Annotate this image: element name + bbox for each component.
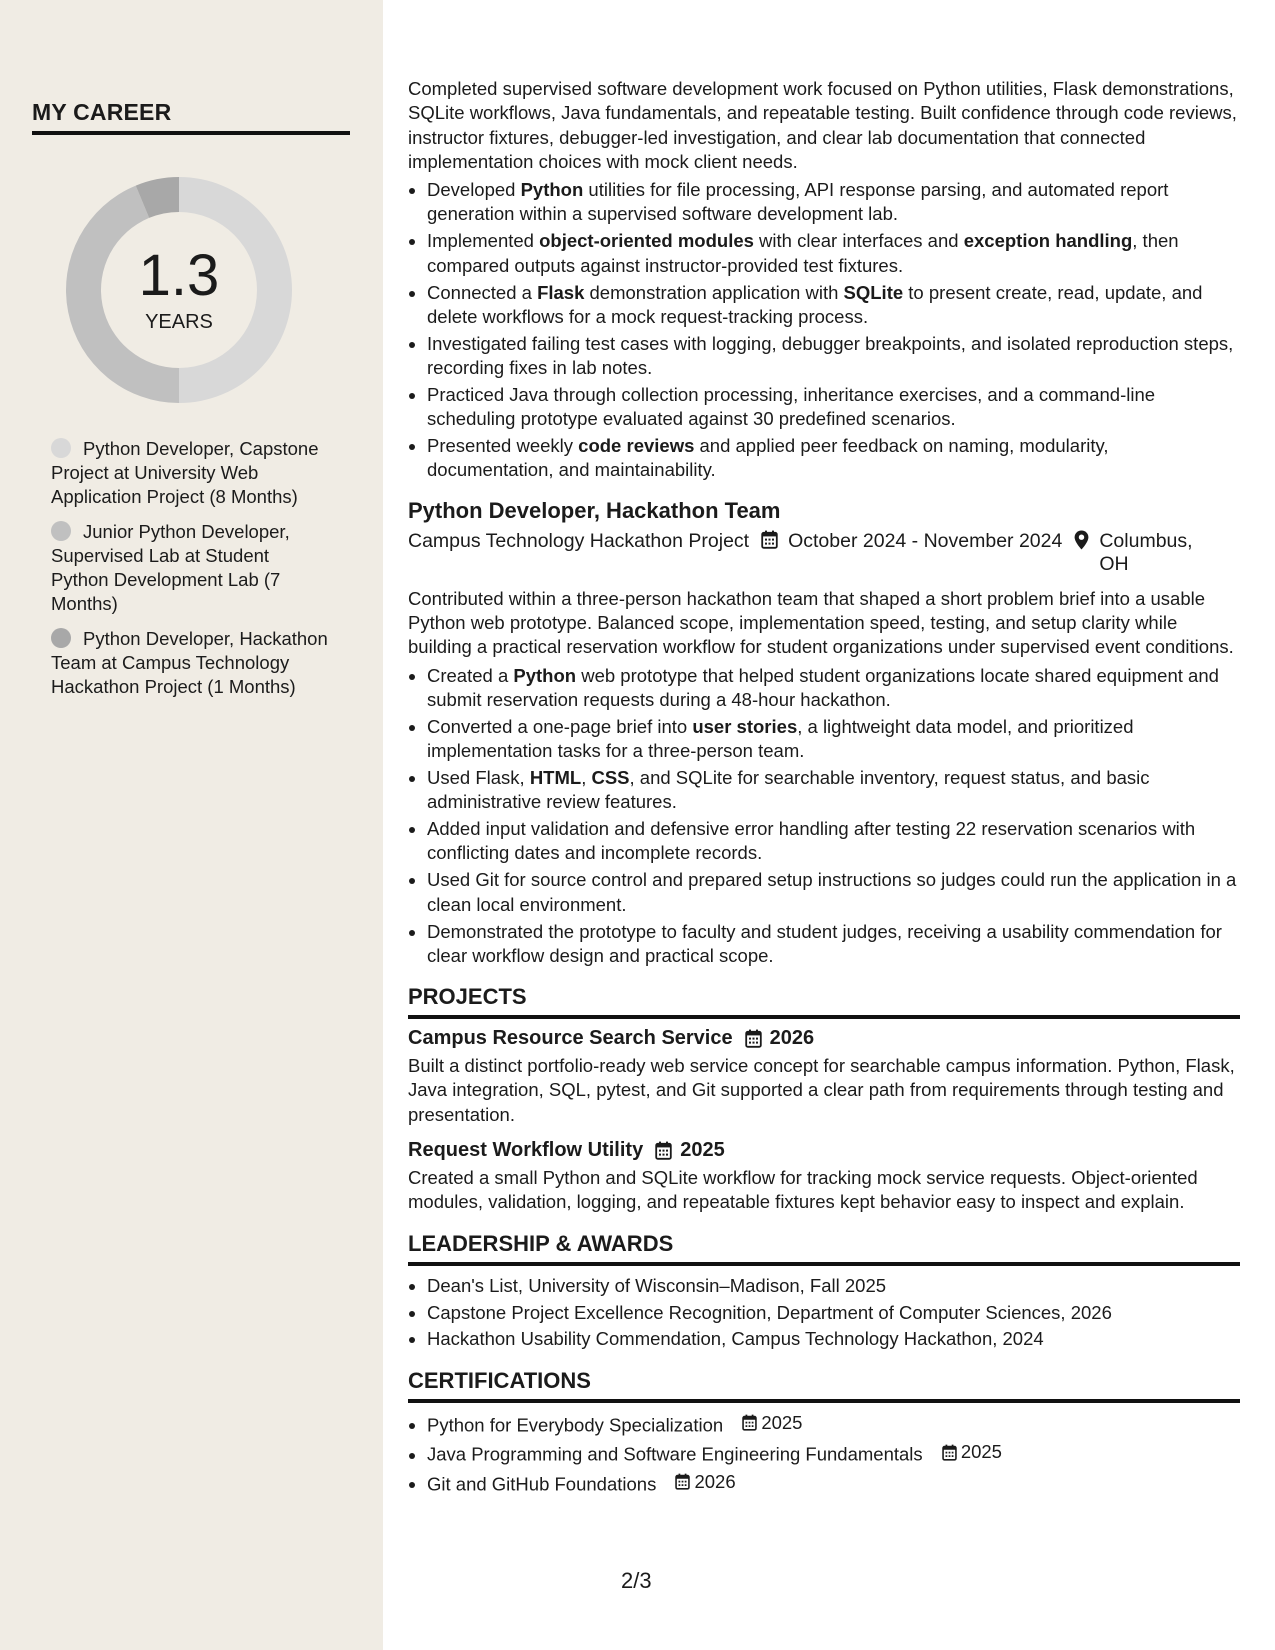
bullet-text: web prototype that helped student organizations locate shared equipment and submit reservation requests during a 48-hour hackathon. bbox=[427, 664, 1219, 710]
bullet-keyword: Python bbox=[513, 664, 577, 686]
bullet-text: Demonstrated the prototype to faculty and student judges, receiving a usability commendation for clear workflow design and practical scope. bbox=[427, 920, 1222, 966]
bullet-text: demonstration application with bbox=[584, 281, 844, 303]
calendar-icon bbox=[675, 1473, 690, 1490]
bullet-text: , then compared outputs against instructor-provided test fixtures. bbox=[427, 230, 1179, 276]
bullet-keyword: object-oriented modules bbox=[539, 230, 754, 252]
career-years-unit: YEARS bbox=[145, 311, 213, 333]
bullet-item bbox=[427, 664, 1240, 713]
project-name: Request Workflow Utility bbox=[408, 1139, 644, 1162]
calendar-icon bbox=[742, 1414, 757, 1431]
certification-item bbox=[427, 1440, 1240, 1467]
bullet-text: with clear interfaces and bbox=[753, 230, 964, 252]
job-meta bbox=[408, 530, 1240, 576]
calendar-icon bbox=[942, 1444, 957, 1461]
certification-year: 2025 bbox=[761, 1411, 803, 1433]
bullet-keyword: exception handling bbox=[963, 230, 1133, 252]
certifications-list bbox=[408, 1411, 1240, 1497]
bullet-item bbox=[427, 229, 1240, 278]
career-item bbox=[51, 627, 331, 699]
bullet-text: , bbox=[581, 766, 592, 788]
certification-year: 2026 bbox=[694, 1470, 736, 1492]
bullet-text: Created a bbox=[427, 664, 514, 686]
bullet-keyword: Flask bbox=[537, 281, 585, 303]
bullet-item bbox=[427, 383, 1240, 432]
bullet-keyword: HTML bbox=[529, 766, 582, 788]
project-name: Campus Resource Search Service bbox=[408, 1027, 733, 1050]
job-title: Python Developer, Hackathon Team bbox=[408, 497, 781, 523]
career-heading: MY CAREER bbox=[32, 99, 350, 135]
section-heading-leadership: LEADERSHIP & AWARDS bbox=[408, 1231, 1240, 1266]
job-summary: Contributed within a three-person hackathon team that shaped a short problem brief into a usable Python web prototype. Balanced scope, implementation speed, testing, and setup clarity while building a practical reservation workflow for student organizations under supervised event conditions. bbox=[408, 587, 1234, 658]
bullet-text: to present create, read, update, and delete workflows for a mock request-tracking process. bbox=[427, 281, 1203, 327]
job-summary: Completed supervised software development work focused on Python utilities, Flask demonstrations, SQLite workflows, Java fundamentals, and repeatable testing. Built confidence through code reviews, instructor fixtures, debugger-led investigation, and clear lab documentation that connected implementation choices with mock client needs. bbox=[408, 78, 1237, 172]
bullet-text: Practiced Java through collection processing, inheritance exercises, and a command-line scheduling prototype evaluated against 30 predefined scenarios. bbox=[427, 383, 1156, 430]
bullet-text: , and SQLite for searchable inventory, request status, and basic administrative review features. bbox=[427, 766, 1150, 813]
job-bullet-list bbox=[408, 664, 1240, 969]
section-heading-projects: PROJECTS bbox=[408, 984, 1240, 1019]
calendar-icon bbox=[745, 1029, 762, 1048]
career-item-text: Python Developer, Hackathon Team at Campus Technology Hackathon Project (1 Months) bbox=[51, 628, 328, 697]
awards-list bbox=[408, 1274, 1240, 1352]
award-item: • Hackathon Usability Commendation, Campus Technology Hackathon, 2024 bbox=[427, 1327, 1240, 1351]
certification-year: 2025 bbox=[960, 1441, 1002, 1463]
section-heading-certifications: CERTIFICATIONS bbox=[408, 1368, 1240, 1403]
bullet-item bbox=[427, 766, 1240, 815]
page-number: 2/3 bbox=[621, 1568, 652, 1593]
main-content bbox=[408, 77, 1240, 1499]
certification-item bbox=[427, 1411, 1240, 1438]
bullet-text: Added input validation and defensive error handling after testing 22 reservation scenarios with conflicting dates and incomplete records. bbox=[427, 818, 1196, 864]
project-title bbox=[408, 1027, 1240, 1050]
career-years-value: 1.3 bbox=[138, 243, 220, 308]
project-year: 2025 bbox=[680, 1139, 725, 1162]
job-bullet-list bbox=[408, 178, 1240, 483]
certification-name: Python for Everybody Specialization bbox=[427, 1414, 724, 1436]
bullet-keyword: Python bbox=[520, 179, 584, 201]
bullet-item bbox=[427, 920, 1240, 969]
bullet-text: Connected a bbox=[427, 281, 538, 303]
job-company: Campus Technology Hackathon Project bbox=[408, 529, 750, 552]
certification-name: Java Programming and Software Engineering Fundamentals bbox=[427, 1443, 923, 1465]
bullet-item bbox=[427, 868, 1240, 917]
bullet-text: Developed bbox=[427, 179, 521, 201]
project-description: Built a distinct portfolio-ready web service concept for searchable campus information. Python, Flask, Java integration, SQL, pytest, and Git supported a clear path from requirements through testing and presentation. bbox=[408, 1055, 1235, 1125]
bullet-text: Converted a one-page brief into bbox=[427, 715, 693, 737]
legend-dot-icon bbox=[51, 628, 71, 648]
career-item-text: Junior Python Developer, Supervised Lab at Student Python Development Lab (7 Months) bbox=[51, 521, 290, 614]
bullet-text: Used Git for source control and prepared setup instructions so judges could run the application in a clean local environment. bbox=[427, 869, 1237, 915]
calendar-icon bbox=[655, 1141, 672, 1160]
bullet-item bbox=[427, 715, 1240, 764]
location-pin-icon bbox=[1074, 530, 1089, 556]
certification-item bbox=[427, 1470, 1240, 1497]
award-item: • Capstone Project Excellence Recognition, Department of Computer Sciences, 2026 bbox=[427, 1301, 1240, 1325]
bullet-text: , a lightweight data model, and prioritized implementation tasks for a three-person team. bbox=[427, 715, 1134, 762]
bullet-text: Investigated failing test cases with logging, debugger breakpoints, and isolated reproduction steps, recording fixes in lab notes. bbox=[427, 332, 1234, 379]
sidebar bbox=[0, 0, 383, 1650]
job-dates: October 2024 - November 2024 bbox=[788, 529, 1063, 552]
bullet-keyword: SQLite bbox=[843, 281, 904, 303]
bullet-text: utilities for file processing, API response parsing, and automated report generation within a supervised software development lab. bbox=[427, 179, 1169, 225]
job-location: Columbus, OH bbox=[1099, 529, 1193, 575]
bullet-item bbox=[427, 178, 1240, 227]
career-item bbox=[51, 520, 331, 616]
calendar-icon bbox=[761, 530, 778, 555]
certification-name: Git and GitHub Foundations bbox=[427, 1473, 657, 1495]
project-year: 2026 bbox=[769, 1027, 815, 1050]
project-description: Created a small Python and SQLite workflow for tracking mock service requests. Object-oriented modules, validation, logging, and repeatable fixtures kept behavior easy to inspect and explain. bbox=[408, 1167, 1198, 1213]
bullet-text: Presented weekly bbox=[427, 435, 579, 457]
career-item-text: Python Developer, Capstone Project at University Web Application Project (8 Months) bbox=[51, 438, 319, 507]
bullet-item bbox=[427, 817, 1240, 866]
legend-dot-icon bbox=[51, 438, 71, 458]
bullet-text: and applied peer feedback on naming, modularity, documentation, and maintainability. bbox=[427, 435, 1109, 481]
bullet-text: Used Flask, bbox=[427, 766, 530, 788]
bullet-item bbox=[427, 332, 1240, 381]
bullet-keyword: CSS bbox=[591, 766, 630, 788]
bullet-keyword: code reviews bbox=[578, 435, 695, 457]
legend-dot-icon bbox=[51, 521, 71, 541]
career-list bbox=[51, 437, 331, 710]
bullet-text: Implemented bbox=[427, 230, 540, 252]
bullet-item bbox=[427, 281, 1240, 330]
career-item bbox=[51, 437, 331, 509]
bullet-keyword: user stories bbox=[692, 715, 798, 737]
project-title bbox=[408, 1139, 1240, 1162]
bullet-item bbox=[427, 434, 1240, 483]
award-item: • Dean's List, University of Wisconsin–Madison, Fall 2025 bbox=[427, 1274, 1240, 1298]
